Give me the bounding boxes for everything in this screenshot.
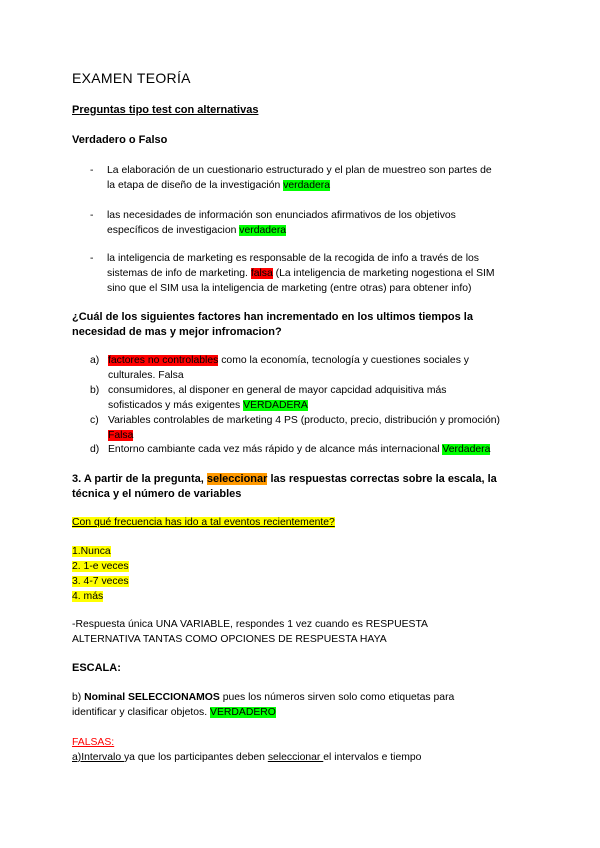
falsas-item-a [72, 750, 421, 765]
falsas-label [72, 735, 114, 750]
answer-highlight: Verdadera [442, 444, 491, 455]
falsas-a-underlined: seleccionar [267, 752, 324, 763]
vf-item-2 [107, 208, 527, 238]
option-label: a) [90, 355, 100, 366]
question-3-post: las respuestas correctas sobre la escala, la [267, 473, 497, 485]
option-c-line1: Variables controlables de marketing 4 PS (producto, precio, distribución y promoción) [108, 415, 500, 426]
example-option: 1.Nunca [72, 546, 111, 557]
option-c [108, 413, 528, 443]
vf-item-1-line2: la etapa de diseño de la investigación [107, 180, 284, 191]
note-line2: ALTERNATIVA TANTAS COMO OPCIONES DE RESPUESTA HAYA [72, 634, 387, 645]
vf-item-3-line1: la inteligencia de marketing es responsable de la recogida de info a través de los [107, 253, 479, 264]
answer-highlight: VERDADERO [210, 707, 276, 718]
option-d [108, 442, 528, 457]
note-line1: -Respuesta única UNA VARIABLE, respondes 1 vez cuando es RESPUESTA [72, 619, 428, 630]
vf-item-3 [107, 251, 527, 296]
option-b [108, 383, 528, 413]
vf-item-3-explanation: (La inteligencia de marketing nogestiona el SIM [272, 268, 495, 279]
highlight-text: factores no controlables [108, 355, 219, 366]
option-a-line2: culturales. Falsa [108, 370, 184, 381]
note [72, 617, 428, 647]
option-b-line1: consumidores, al disponer en general de mayor capcidad adquisitiva más [108, 385, 447, 396]
escala-b-label: b) [72, 692, 85, 703]
vf-heading: Verdadero o Falso [72, 134, 168, 146]
escala-item-b [72, 690, 542, 720]
example-question-text: Con qué frecuencia has ido a tal eventos recientemente? [72, 517, 335, 528]
option-label: c) [90, 415, 99, 426]
escala-b-line2: identificar y clasificar objetos. [72, 707, 211, 718]
answer-highlight: VERDADERA [243, 400, 308, 411]
option-a-line1: como la economía, tecnología y cuestiones sociales y [218, 355, 469, 366]
bullet-dash: - [90, 165, 94, 176]
answer-highlight: Falsa [108, 430, 134, 441]
option-b-line2: sofisticados y más exigentes [108, 400, 244, 411]
example-option: 2. 1-e veces [72, 561, 129, 572]
vf-item-3-line2: sistemas de info de marketing. [107, 268, 251, 279]
highlight-text: seleccionar [206, 473, 268, 485]
vf-item-1-line1: La elaboración de un cuestionario estructurado y el plan de muestreo son partes de [107, 165, 492, 176]
falsas-a-label: a)Intervalo [72, 752, 124, 763]
bullet-dash: - [90, 253, 94, 264]
falsas-label-text: FALSAS: [72, 737, 115, 748]
answer-highlight: verdadera [239, 225, 287, 236]
example-option: 3. 4-7 veces [72, 576, 129, 587]
question-2-line2: necesidad de mas y mejor infromacion? [72, 326, 282, 338]
bullet-dash: - [90, 210, 94, 221]
option-label: d) [90, 444, 100, 455]
question-2 [72, 310, 542, 340]
vf-item-3-line3: sino que el SIM usa la inteligencia de marketing (entre otras) para obtener info) [107, 283, 472, 294]
option-d-line1: Entorno cambiante cada vez más rápido y de alcance más internacional [108, 444, 443, 455]
vf-item-2-line1: las necesidades de información son enunciados afirmativos de los objetivos [107, 210, 456, 221]
example-question [72, 515, 335, 530]
option-a [108, 353, 528, 383]
option-label: b) [90, 385, 100, 396]
page-title: EXAMEN TEORÍA [72, 70, 191, 86]
section-heading: Preguntas tipo test con alternativas [72, 104, 259, 116]
vf-item-1 [107, 163, 527, 193]
question-3-pre: 3. A partir de la pregunta, [72, 473, 207, 485]
question-3-line2: técnica y el número de variables [72, 488, 242, 500]
example-option: 4. más [72, 591, 104, 602]
question-2-line1: ¿Cuál de los siguientes factores han incrementado en los ultimos tiempos la [72, 311, 473, 323]
falsas-a-end: el intervalos e tiempo [323, 752, 422, 763]
falsas-a-mid: ya que los participantes deben [123, 752, 268, 763]
escala-b-bold: Nominal SELECCIONAMOS [84, 692, 220, 703]
question-3 [72, 472, 542, 502]
escala-heading: ESCALA: [72, 662, 121, 674]
example-options [72, 544, 129, 604]
answer-highlight: falsa [250, 268, 273, 279]
answer-highlight: verdadera [283, 180, 330, 191]
escala-b-line1: pues los números sirven solo como etiquetas para [219, 692, 455, 703]
vf-item-2-line2: específicos de investigacion [107, 225, 240, 236]
